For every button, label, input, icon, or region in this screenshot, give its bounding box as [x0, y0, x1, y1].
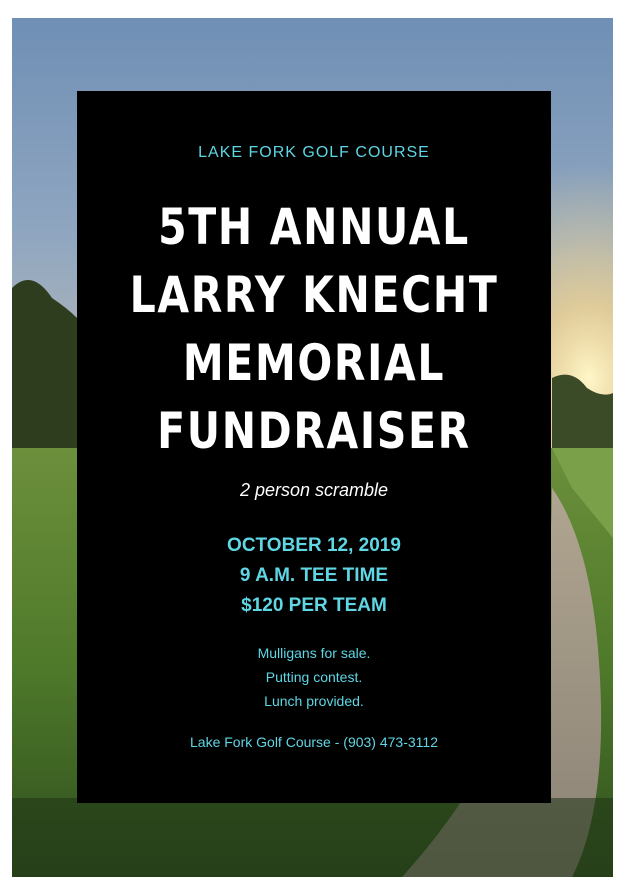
event-features	[77, 641, 551, 713]
event-title-line: MEMORIAL	[182, 334, 446, 392]
event-format: 2 person scramble	[239, 480, 389, 500]
event-title-line: LARRY KNECHT	[129, 266, 499, 324]
event-date: OCTOBER 12, 2019	[227, 535, 401, 556]
feature-item: Lunch provided.	[264, 693, 364, 709]
venue-heading: LAKE FORK GOLF COURSE	[198, 144, 430, 161]
team-price: $120 PER TEAM	[241, 595, 387, 616]
event-title-line: 5TH ANNUAL	[158, 198, 470, 256]
event-title	[120, 193, 509, 465]
event-title-line: FUNDRAISER	[157, 402, 471, 460]
contact-info: Lake Fork Golf Course - (903) 473-3112	[190, 734, 438, 750]
feature-item: Putting contest.	[265, 669, 363, 685]
feature-item: Mulligans for sale.	[257, 645, 371, 661]
tee-time: 9 A.M. TEE TIME	[239, 565, 389, 586]
event-details	[77, 531, 551, 621]
flyer-card	[77, 91, 551, 803]
